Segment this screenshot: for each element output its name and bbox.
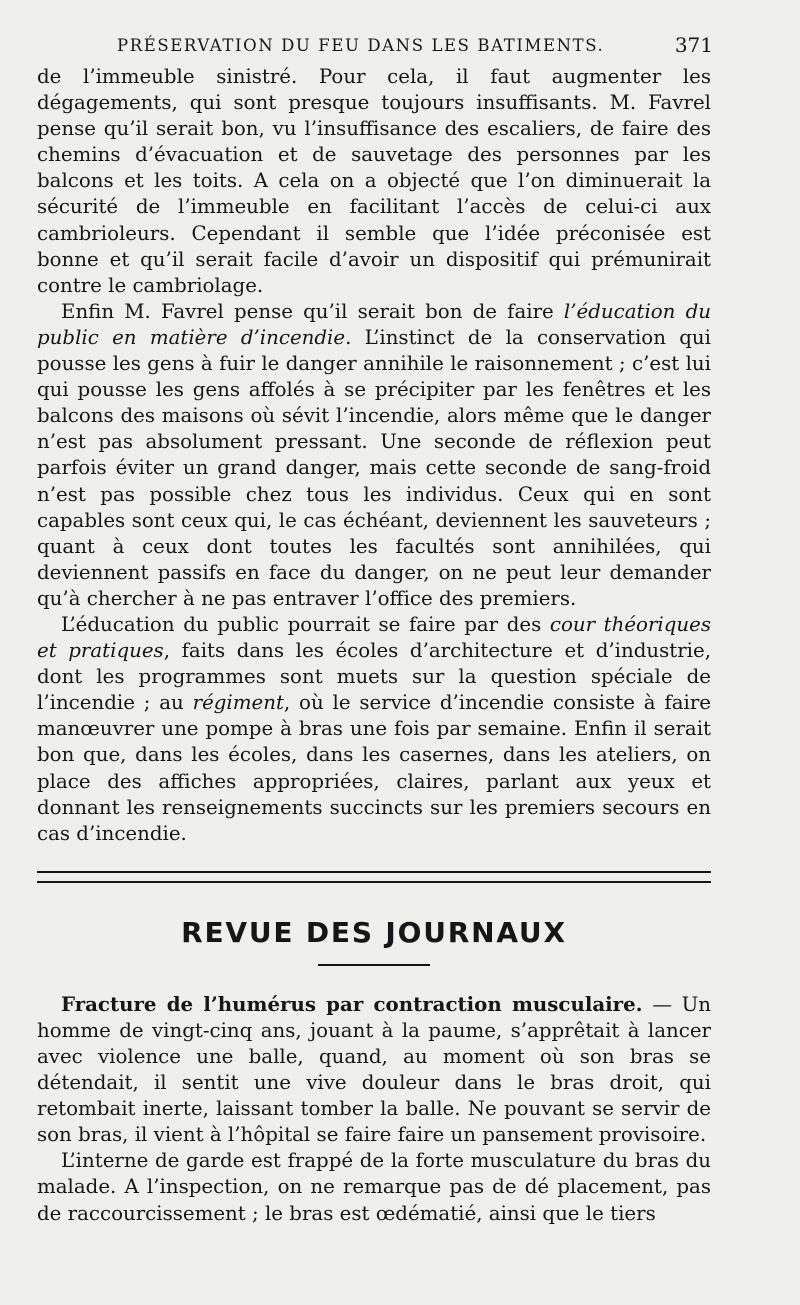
paragraph-public-education	[37, 299, 711, 612]
paragraph-text: , faits dans les écoles d’architecture et d’industrie, dont les programmes sont muets sur la question spéciale de l’incendie ; au	[37, 639, 711, 715]
paragraph-text: , où le service d’incendie consiste à faire manœuvrer une pompe à bras une fois par semaine. Enfin il serait bon que, dans les écoles, dans les casernes, dans les ateliers, on place des affiches appropriées, claires, parlant aux yeux et donnant les renseignements succincts sur les premiers secours en cas d’incendie.	[37, 691, 711, 845]
section-double-rule	[37, 871, 711, 883]
title-underline	[318, 964, 430, 966]
paragraph-text: Enfin M. Favrel pense qu’il serait bon de faire	[61, 299, 564, 323]
book-page	[37, 30, 711, 1227]
article-paragraph	[37, 991, 711, 1149]
article-title: Fracture de l’humérus par contraction musculaire.	[61, 991, 643, 1016]
continued-paragraph: de l’immeuble sinistré. Pour cela, il faut augmenter les dégagements, qui sont presque toujours insuffisants. M. Favrel pense qu’il serait bon, vu l’insuffisance des escaliers, de faire des chemins d’évacuation et de sauvetage des personnes par les balcons et les toits. A cela on a objecté que l’on diminuerait la sécurité de l’immeuble en facilitant l’accès de celui-ci aux cambrioleurs. Cependant il semble que l’idée préconisée est bonne et qu’il serait facile d’avoir un dispositif qui prémunirait contre le cambriolage.	[37, 65, 711, 297]
paragraph-courses	[37, 612, 711, 847]
italic-emphasis: l’éducation du public en matière d’incendie	[37, 299, 711, 349]
running-head	[37, 30, 711, 60]
paragraph-text: . L’instinct de la conservation qui pousse les gens à fuir le danger annihile le raisonnement ; c’est lui qui pousse les gens affolés à se précipiter par les fenêtres et les balcons des maisons où sévit l’incendie, alors même que le danger n’est pas absolument pressant. Une seconde de réflexion peut parfois éviter un grand danger, mais cette seconde de sang-froid n’est pas possible chez tous les individus. Ceux qui en sont capables sont ceux qui, le cas échéant, deviennent les sauveteurs ; quant à ceux dont toutes les facultés sont annihilées, qui deviennent passifs en face du danger, on ne peut leur demander qu’à chercher à ne pas entraver l’office des premiers.	[37, 325, 711, 610]
italic-emphasis: cour théoriques et pratiques	[37, 612, 712, 663]
page-number: 371	[674, 33, 713, 57]
running-title: PRÉSERVATION DU FEU DANS LES BATIMENTS.	[117, 36, 605, 55]
article-text: — Un homme de vingt-cinq ans, jouant à la paume, s’apprêtait à lancer avec violence une balle, quand, au moment où son bras se détendait, il sentit une vive douleur dans le bras droit, qui retombait inerte, laissant tomber la balle. Ne pouvant se servir de son bras, il vient à l’hôpital se faire faire un pansement provisoire.	[37, 992, 711, 1147]
article-paragraph-continued: L’interne de garde est frappé de la forte musculature du bras du malade. A l’inspection, on ne remarque pas de dé placement, pas de raccourcissement ; le bras est œdématié, ainsi que le tiers	[37, 1149, 711, 1225]
paragraph-text: L’éducation du public pourrait se faire par des	[61, 612, 550, 636]
section-title: REVUE DES JOURNAUX	[181, 915, 567, 949]
italic-emphasis: régiment	[192, 691, 284, 715]
